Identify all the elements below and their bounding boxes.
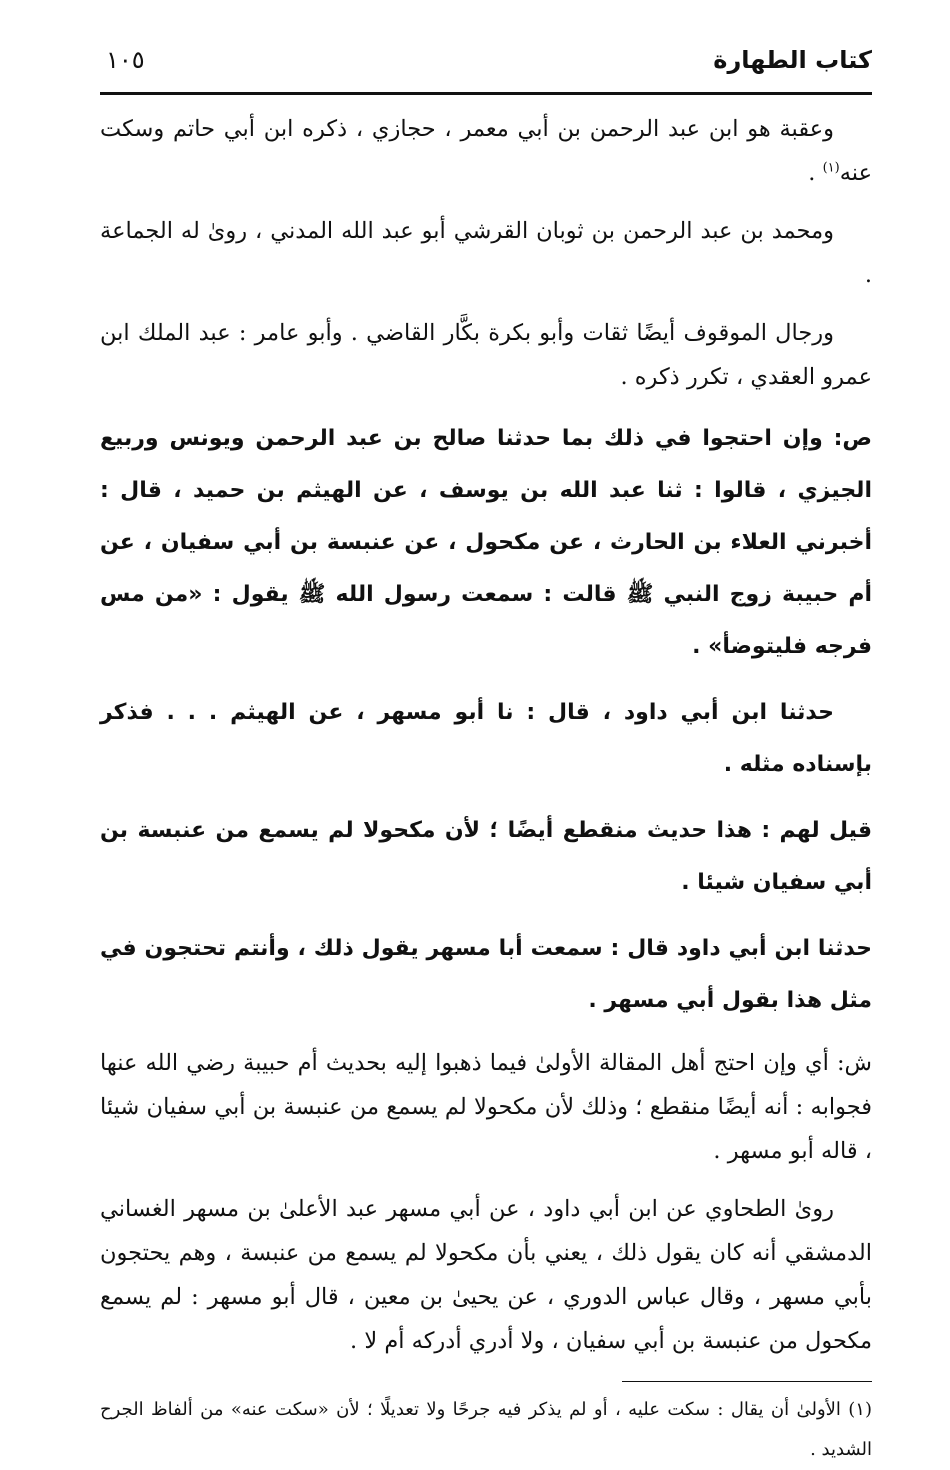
paragraph-tail: . — [808, 160, 823, 186]
paragraph: روىٰ الطحاوي عن ابن أبي داود ، عن أبي مسهر عبد الأعلىٰ بن مسهر الغساني الدمشقي أنه كان يقول ذلك ، يعني بأن مكحولا لم يسمع من عنبسة ، وهم يحتجون بأبي مسهر ، وقال عباس الدوري ، عن يحيىٰ بن معين ، قال أبو مسهر : لم يسمع مكحول من عنبسة بن أبي سفيان ، ولا أدري أدركه أم لا . — [100, 1196, 872, 1354]
book-page — [100, 40, 872, 1460]
paragraph — [100, 107, 872, 195]
paragraph: ومحمد بن عبد الرحمن بن ثوبان القرشي أبو عبد الله المدني ، روىٰ له الجماعة . — [100, 218, 872, 288]
page-body — [100, 107, 872, 1363]
matn-paragraph: حدثنا ابن أبي داود قال : سمعت أبا مسهر يقول ذلك ، وأنتم تحتجون في مثل هذا بقول أبي مسهر . — [100, 936, 872, 1013]
header-rule — [100, 92, 872, 95]
footnote-rule — [622, 1381, 872, 1382]
paragraph: ورجال الموقوف أيضًا ثقات وأبو بكرة بكَّار القاضي . وأبو عامر : عبد الملك ابن عمرو العقدي ، تكرر ذكره . — [100, 320, 872, 390]
page-number: ١٠٥ — [106, 46, 145, 74]
footnote-ref: (١) — [822, 160, 840, 176]
book-title: كتاب الطهارة — [713, 46, 872, 74]
matn-paragraph: ص: وإن احتجوا في ذلك بما حدثنا صالح بن عبد الرحمن ويونس وربيع الجيزي ، قالوا : ثنا عبد الله بن يوسف ، عن الهيثم بن حميد ، قال : أخبرني العلاء بن الحارث ، عن مكحول ، عن عنبسة بن أبي سفيان ، عن أم حبيبة زوج النبي ﷺ قالت : سمعت رسول الله ﷺ يقول : «من مس فرجه فليتوضأ» . — [100, 426, 872, 659]
paragraph-text: وعقبة هو ابن عبد الرحمن بن أبي معمر ، حجازي ، ذكره ابن أبي حاتم وسكت عنه — [100, 116, 872, 186]
matn-paragraph: حدثنا ابن أبي داود ، قال : نا أبو مسهر ، عن الهيثم . . . فذكر بإسناده مثله . — [100, 700, 872, 777]
footnote: (١) الأولىٰ أن يقال : سكت عليه ، أو لم يذكر فيه جرحًا ولا تعديلًا ؛ لأن «سكت عنه» من ألفاظ الجرح الشديد . — [100, 1399, 872, 1460]
sharh-paragraph: ش: أي وإن احتج أهل المقالة الأولىٰ فيما ذهبوا إليه بحديث أم حبيبة رضي الله عنها فجوابه : أنه أيضًا منقطع ؛ وذلك لأن مكحولا لم يسمع من عنبسة بن أبي سفيان شيئا ، قاله أبو مسهر . — [100, 1050, 872, 1164]
matn-paragraph: قيل لهم : هذا حديث منقطع أيضًا ؛ لأن مكحولا لم يسمع من عنبسة بن أبي سفيان شيئا . — [100, 818, 872, 895]
running-header — [100, 40, 872, 88]
